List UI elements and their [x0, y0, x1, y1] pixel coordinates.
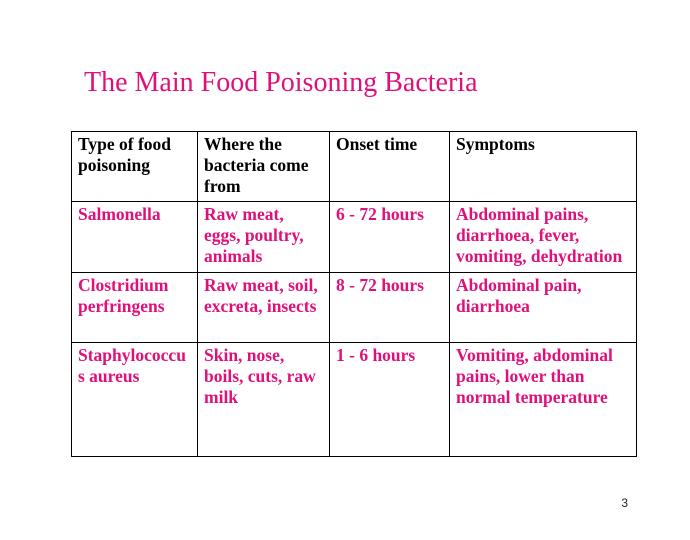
- table-row: [72, 202, 637, 273]
- header-source: Where the bacteria come from: [198, 132, 330, 202]
- table-header-row: [72, 132, 637, 202]
- cell-type: Staphylococcu s aureus: [72, 343, 198, 457]
- cell-onset: 6 - 72 hours: [330, 202, 450, 273]
- cell-symptoms: Vomiting, abdominal pains, lower than normal temperature: [450, 343, 637, 457]
- table-row: [72, 273, 637, 343]
- cell-onset: 8 - 72 hours: [330, 273, 450, 343]
- cell-source: Raw meat, soil, excreta, insects: [198, 273, 330, 343]
- food-poisoning-table: [71, 131, 637, 457]
- header-onset: Onset time: [330, 132, 450, 202]
- cell-onset: 1 - 6 hours: [330, 343, 450, 457]
- header-type: Type of food poisoning: [72, 132, 198, 202]
- cell-type: Clostridium perfringens: [72, 273, 198, 343]
- cell-source: Raw meat, eggs, poultry, animals: [198, 202, 330, 273]
- slide-title: The Main Food Poisoning Bacteria: [84, 67, 478, 98]
- header-symptoms: Symptoms: [450, 132, 637, 202]
- table-row: [72, 343, 637, 457]
- page-number: 3: [621, 496, 628, 510]
- cell-symptoms: Abdominal pain, diarrhoea: [450, 273, 637, 343]
- cell-type: Salmonella: [72, 202, 198, 273]
- cell-symptoms: Abdominal pains, diarrhoea, fever, vomiting, dehydration: [450, 202, 637, 273]
- cell-source: Skin, nose, boils, cuts, raw milk: [198, 343, 330, 457]
